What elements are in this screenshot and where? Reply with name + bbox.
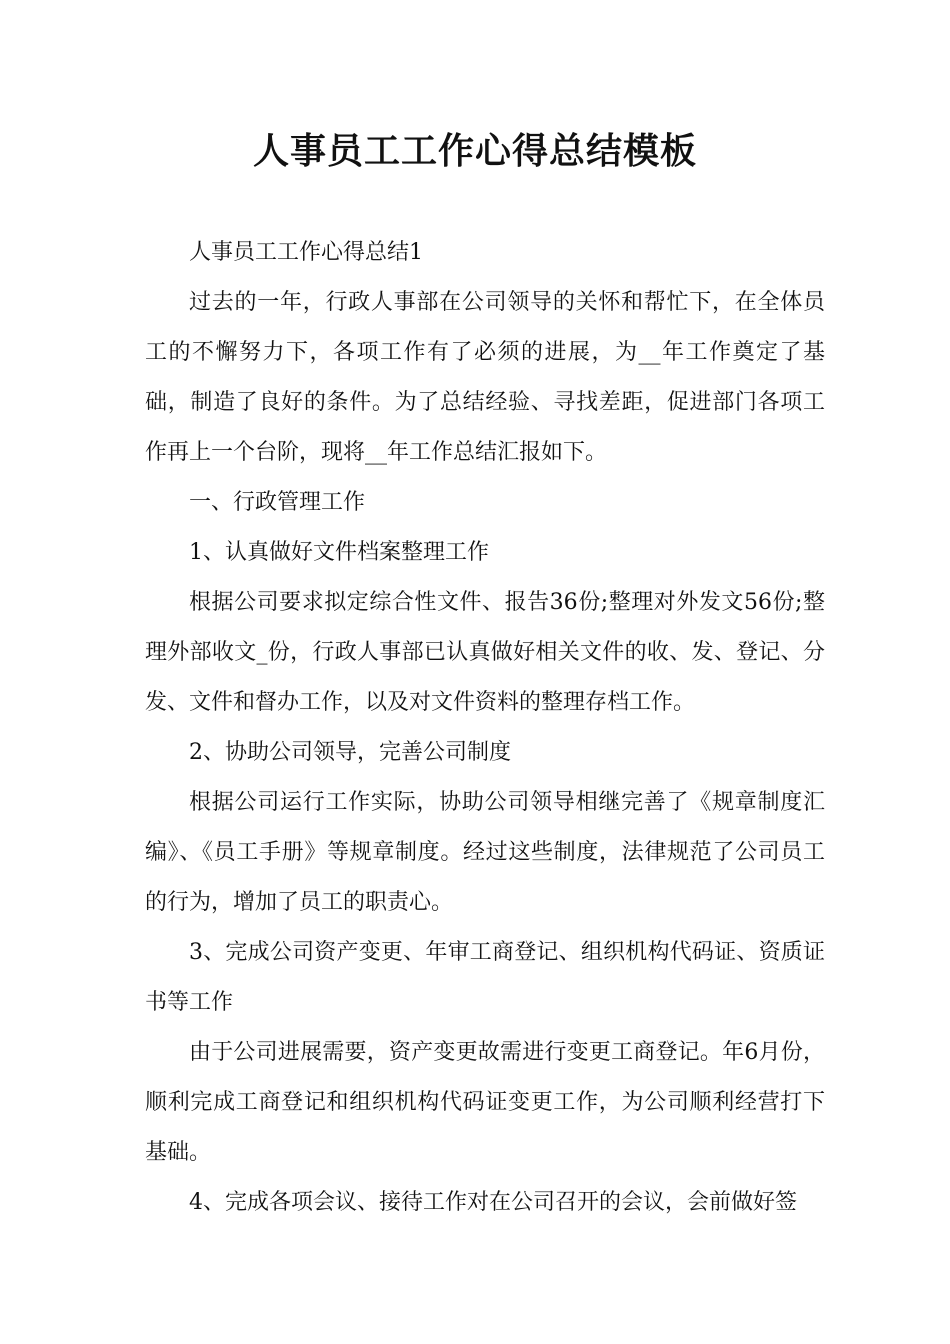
section-heading-admin: 一、行政管理工作 [189,490,366,515]
section-heading-1: 人事员工工作心得总结1 [189,240,423,265]
document-title: 人事员工工作心得总结模板 [252,131,697,172]
paragraph-documents: 根据公司要求拟定综合性文件、报告36份;整理对外发文56份;整理外部收文_份，行政人事部已认真做好相关文件的收、发、登记、分发、文件和督办工作，以及对文件资料的整理存档工作。 [145,590,825,715]
subheading-4: 4、完成各项会议、接待工作对在公司召开的会议，会前做好签 [189,1190,797,1215]
document-body [145,228,825,1228]
subheading-2: 2、协助公司领导，完善公司制度 [189,740,511,765]
paragraph-intro: 过去的一年，行政人事部在公司领导的关怀和帮忙下，在全体员工的不懈努力下，各项工作有了必须的进展，为__年工作奠定了基础，制造了良好的条件。为了总结经验、寻找差距，促进部门各项工作再上一个台阶，现将__年工作总结汇报如下。 [145,290,825,465]
subheading-3: 3、完成公司资产变更、年审工商登记、组织机构代码证、资质证书等工作 [145,940,825,1015]
subheading-1: 1、认真做好文件档案整理工作 [189,540,489,565]
paragraph-regulations: 根据公司运行工作实际，协助公司领导相继完善了《规章制度汇编》、《员工手册》等规章制度。经过这些制度，法律规范了公司员工的行为，增加了员工的职责心。 [145,790,825,915]
paragraph-registration: 由于公司进展需要，资产变更故需进行变更工商登记。年6月份，顺利完成工商登记和组织机构代码证变更工作，为公司顺利经营打下基础。 [145,1040,825,1165]
